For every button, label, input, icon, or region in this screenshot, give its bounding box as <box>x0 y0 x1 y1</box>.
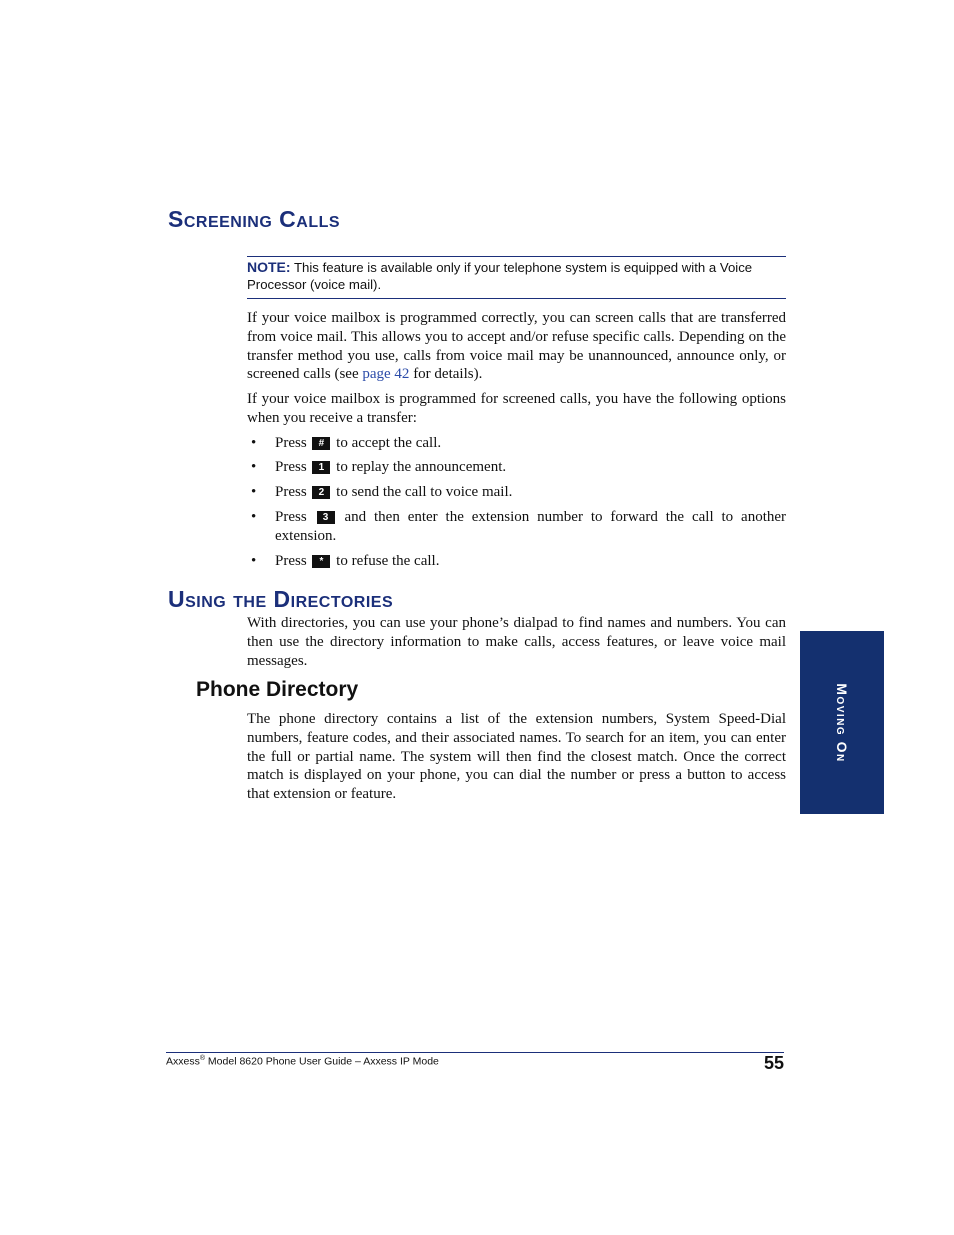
list-item <box>247 458 786 477</box>
bullet-icon: • <box>251 459 257 475</box>
hash-key-icon: # <box>312 437 330 450</box>
bullet-text: and then enter the extension number to forward the call to another extension. <box>275 509 787 544</box>
bullet-text: Press <box>275 459 307 475</box>
footer-brand: Axxess <box>166 1055 200 1068</box>
bullet-text: to refuse the call. <box>336 553 440 569</box>
section-title-using-directories: Using the Directories <box>168 586 394 612</box>
key-2-icon: 2 <box>312 486 330 499</box>
registered-mark: ® <box>199 1055 206 1062</box>
bullet-text: to accept the call. <box>336 435 442 451</box>
list-item <box>247 508 786 546</box>
phone-directory-paragraph: The phone directory contains a list of the extension numbers, System Speed-Dial numbers, feature codes, and their associated names. To search for an item, you can enter the full or partial name. The system will then find the closest match. Once the correct match is displayed on your phone, you can dial the number or press a button to access that extension or feature. <box>247 711 786 803</box>
bullet-text: Press <box>275 509 307 525</box>
paragraph-text: If your voice mailbox is programmed correctly, you can screen calls that are transferred from voice mail. This allows you to accept and/or refuse specific calls. Depending on the transfer method you use, calls from voice mail may be unannounced, announce only, or screened calls (see <box>247 310 786 383</box>
screening-paragraph-2: If your voice mailbox is programmed for screened calls, you have the following options when you receive a transfer: <box>247 391 786 426</box>
bullet-icon: • <box>251 509 257 525</box>
directories-paragraph: With directories, you can use your phone’s dialpad to find names and numbers. You can then use the directory information to make calls, access features, or leave voice mail messages. <box>247 615 786 669</box>
bullet-icon: • <box>251 553 257 569</box>
star-key-icon: * <box>312 555 330 568</box>
page-42-link[interactable]: page 42 <box>362 366 410 383</box>
note-text: This feature is available only if your telephone system is equipped with a Voice Processor (voice mail). <box>247 260 753 292</box>
section-title-screening-calls: Screening Calls <box>168 206 341 232</box>
list-item <box>247 434 786 453</box>
bullet-text: to send the call to voice mail. <box>336 484 513 500</box>
bullet-text: to replay the announcement. <box>336 459 507 475</box>
chapter-side-tab-label: Moving On <box>834 682 850 763</box>
footer-guide-name: Model 8620 Phone User Guide – Axxess IP Mode <box>205 1055 439 1068</box>
chapter-side-tab <box>800 631 884 814</box>
footer-divider <box>166 1052 784 1053</box>
bullet-icon: • <box>251 484 257 500</box>
key-1-icon: 1 <box>312 461 330 474</box>
bullet-text: Press <box>275 435 307 451</box>
bullet-text: Press <box>275 553 307 569</box>
screening-paragraph-1 <box>247 309 786 384</box>
paragraph-text-end: for details). <box>409 366 483 383</box>
list-item <box>247 483 786 502</box>
bullet-text: Press <box>275 484 307 500</box>
list-item <box>247 552 786 571</box>
note-box <box>247 256 786 299</box>
key-3-icon: 3 <box>317 511 335 524</box>
bullet-icon: • <box>251 435 257 451</box>
footer-title <box>166 1055 439 1068</box>
note-label: NOTE: <box>247 259 291 275</box>
page-number: 55 <box>763 1053 784 1073</box>
subsection-title-phone-directory: Phone Directory <box>196 678 359 701</box>
